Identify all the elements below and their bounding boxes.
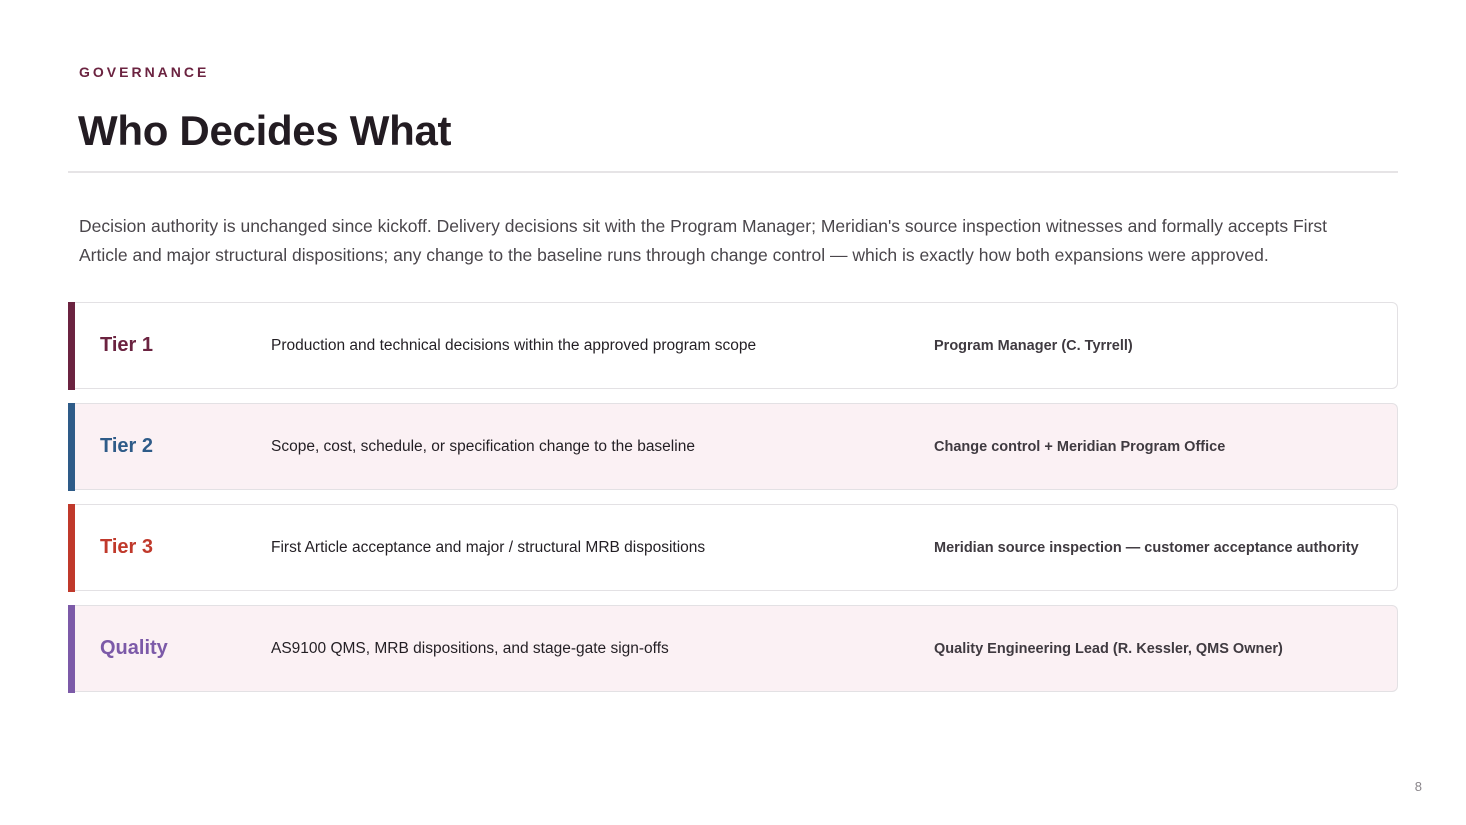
tier-row-3: [68, 504, 1398, 591]
tier-label: Tier 2: [100, 435, 153, 457]
intro-paragraph: Decision authority is unchanged since kickoff. Delivery decisions sit with the Program Manager; Meridian's source inspection witnesses and formally accepts First Article and major structural dispositions; any change to the baseline runs through change control — which is exactly how both expansions were approved.: [79, 216, 1328, 265]
tier-1-accent-bar: [68, 302, 75, 390]
decision-tier-list: [68, 302, 1398, 706]
title-divider: [68, 171, 1398, 173]
tier-description: Production and technical decisions within the approved program scope: [271, 336, 757, 354]
tier-3-accent-bar: [68, 504, 75, 592]
page-title: Who Decides What: [78, 107, 452, 154]
tier-owner: Program Manager (C. Tyrrell): [934, 337, 1133, 354]
tier-label: Quality: [100, 637, 168, 659]
tier-description: Scope, cost, schedule, or specification change to the baseline: [271, 437, 695, 455]
tier-label: Tier 3: [100, 536, 153, 558]
tier-row-1: [68, 302, 1398, 389]
tier-row-2: [68, 403, 1398, 490]
section-eyebrow: GOVERNANCE: [79, 64, 210, 80]
tier-description: First Article acceptance and major / structural MRB dispositions: [271, 538, 706, 556]
tier-owner: Meridian source inspection — customer acceptance authority: [934, 539, 1359, 556]
tier-owner: Change control + Meridian Program Office: [934, 438, 1226, 455]
tier-label: Tier 1: [100, 334, 153, 356]
tier-description: AS9100 QMS, MRB dispositions, and stage-gate sign-offs: [271, 639, 669, 657]
tier-row-quality: [68, 605, 1398, 692]
tier-owner: Quality Engineering Lead (R. Kessler, QMS Owner): [934, 640, 1283, 657]
quality-accent-bar: [68, 605, 75, 693]
page-number: 8: [1414, 779, 1422, 794]
tier-2-accent-bar: [68, 403, 75, 491]
